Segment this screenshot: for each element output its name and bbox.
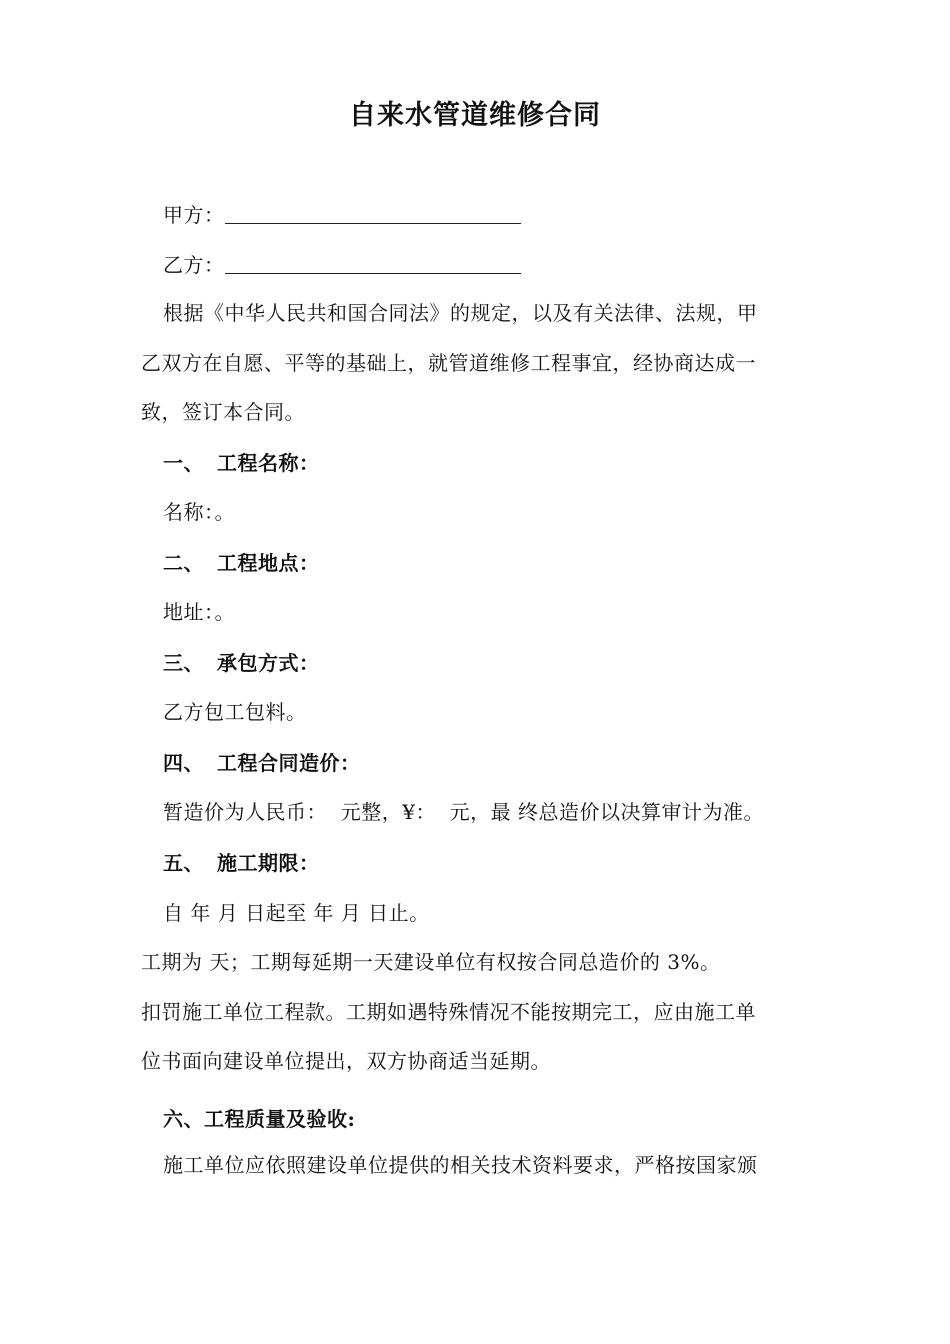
section-number: 五、 (163, 851, 204, 875)
section-title: 工程地点： (217, 551, 320, 575)
section-number: 一、 (163, 451, 204, 475)
party-b-blank (225, 253, 521, 274)
party-a-blank (225, 203, 521, 224)
section-4-heading (141, 748, 853, 778)
party-b-label: 乙方： (163, 253, 225, 277)
party-b-line (141, 250, 853, 280)
section-6-body: 施工单位应依照建设单位提供的相关技术资料要求，严格按国家颁 (163, 1153, 758, 1177)
document-title: 自来水管道维修合同 (349, 100, 601, 131)
section-3-body: 乙方包工包料。 (163, 700, 307, 724)
period-line-3: 位书面向建设单位提出，双方协商适当延期。 (141, 1049, 551, 1073)
intro-line-2: 乙双方在自愿、平等的基础上，就管道维修工程事宜，经协商达成一 (141, 351, 756, 375)
party-a-line (141, 200, 853, 230)
intro-line-1: 根据《中华人民共和国合同法》的规定，以及有关法律、法规，甲 (163, 301, 758, 325)
section-number: 四、 (163, 751, 204, 775)
section-5-body: 自 年 月 日起至 年 月 日止。 (163, 901, 430, 925)
section-1-heading (141, 448, 853, 478)
party-a-label: 甲方： (163, 203, 225, 227)
section-4-body: 暂造价为人民币： 元整，¥： 元，最 终总造价以决算审计为准。 (163, 800, 765, 824)
section-5-heading (141, 848, 853, 878)
section-1-body: 名称：。 (163, 500, 235, 524)
section-number: 二、 (163, 551, 204, 575)
section-number: 三、 (163, 651, 204, 675)
section-3-heading (141, 648, 853, 678)
intro-line-3: 致，签订本合同。 (141, 400, 305, 424)
section-6-heading: 六、工程质量及验收: (163, 1107, 356, 1131)
period-line-1: 工期为 天；工期每延期一天建设单位有权按合同总造价的 3%。 (141, 950, 721, 974)
section-2-body: 地址：。 (163, 600, 235, 624)
section-title: 工程合同造价： (217, 751, 361, 775)
section-title: 施工期限： (217, 851, 320, 875)
section-title: 承包方式： (217, 651, 320, 675)
section-title: 工程名称： (217, 451, 320, 475)
section-2-heading (141, 548, 853, 578)
period-line-2: 扣罚施工单位工程款。工期如遇特殊情况不能按期完工，应由施工单 (141, 1000, 756, 1024)
